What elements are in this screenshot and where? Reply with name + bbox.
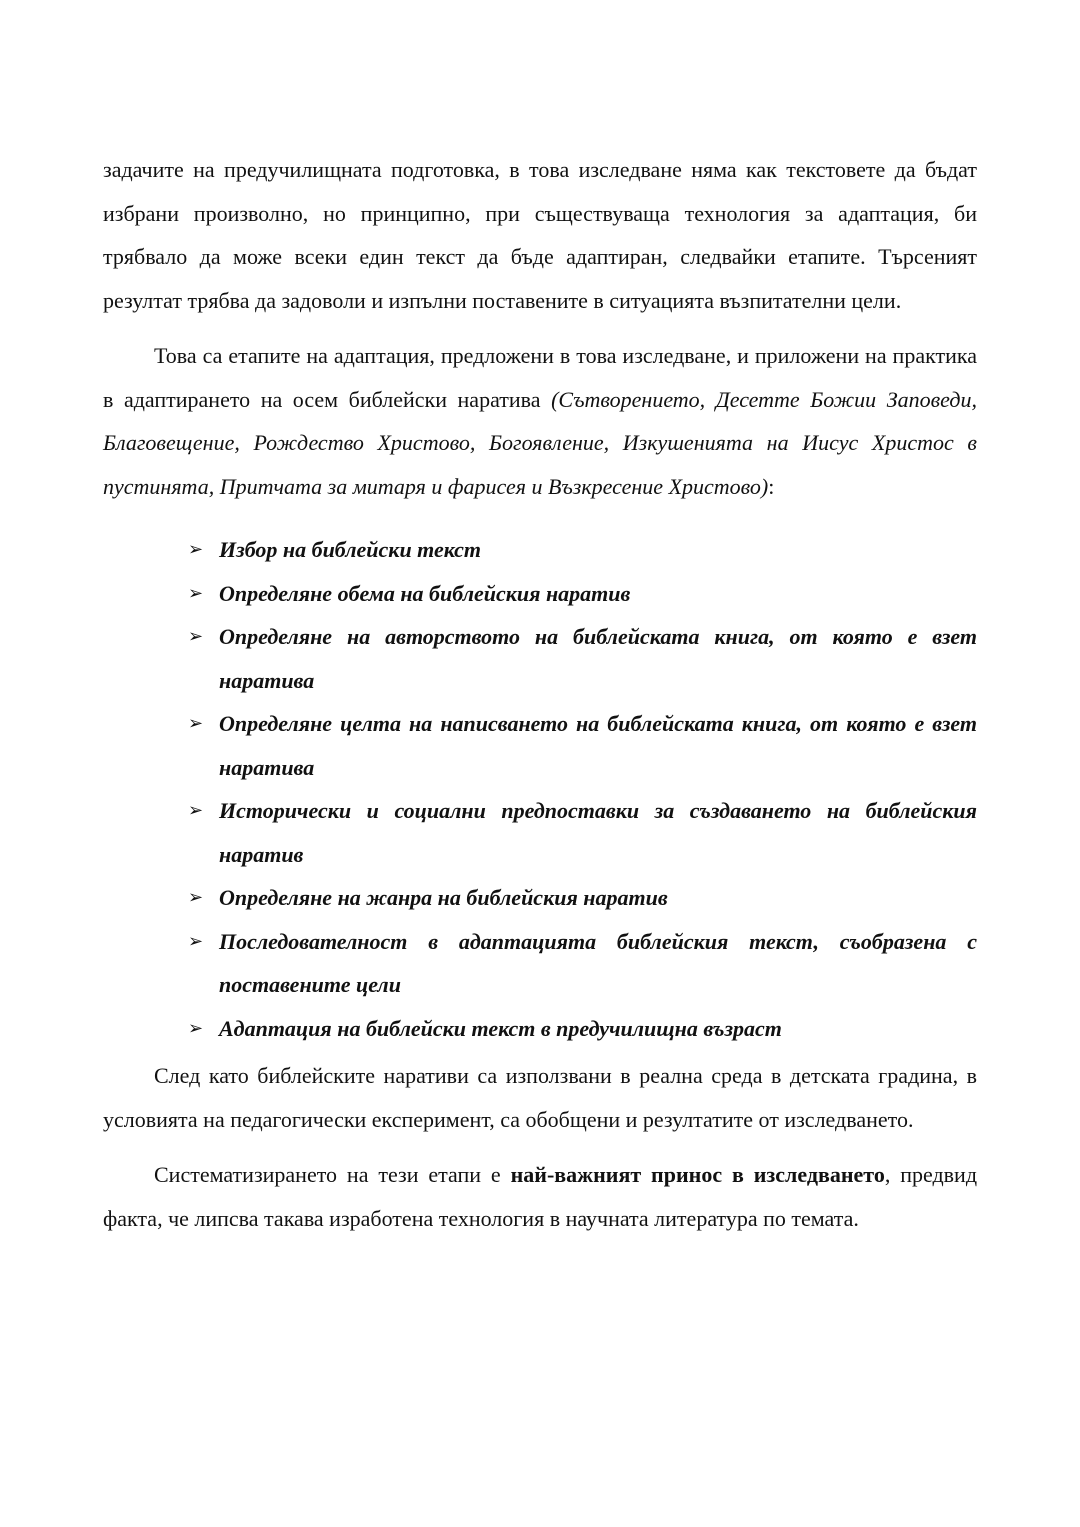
arrowhead-bullet-icon: ➢ xyxy=(188,626,204,647)
paragraph-contribution xyxy=(103,1153,977,1240)
list-item-text: Определяне на авторството на библейската книга, от която е взет наратива xyxy=(219,624,977,693)
paragraph-intro: задачите на предучилищната подготовка, в това изследване няма как текстовете да бъдат избрани произволно, но принципно, при съществуваща технология за адаптация, би трябвало да може всеки един текст да бъде адаптиран, следвайки етапите. Търсеният резултат трябва да задоволи и изпълни поставените в ситуацията възпитателни цели. xyxy=(103,157,977,313)
arrowhead-bullet-icon: ➢ xyxy=(188,582,204,604)
list-item xyxy=(103,920,977,1007)
contribution-bold: най-важният принос в изследването xyxy=(510,1162,885,1187)
adaptation-stages-list xyxy=(103,528,977,1050)
list-item-text: Определяне целта на написването на библейската книга, от която е взет наратива xyxy=(219,711,977,780)
stages-intro-colon: : xyxy=(768,473,775,499)
list-item-text: Избор на библейски текст xyxy=(219,537,481,562)
list-item xyxy=(103,1007,977,1051)
paragraph-stages-intro xyxy=(103,334,977,508)
arrowhead-bullet-icon: ➢ xyxy=(188,800,204,821)
list-item-text: Исторически и социални предпоставки за създаването на библейския наратив xyxy=(219,798,977,867)
contribution-lead: Систематизирането на тези етапи е xyxy=(154,1162,511,1187)
list-item xyxy=(103,615,977,702)
narratives-list-italic: (Сътворението, Десетте Божии Заповеди, Благовещение, Рождество Христово, Богоявление, Изкушенията на Иисус Христос в пустинята, Притчата за митаря и фарисея и Възкресение Христово) xyxy=(103,386,977,499)
arrowhead-bullet-icon: ➢ xyxy=(188,1017,204,1039)
list-item xyxy=(103,572,977,616)
stages-intro-text: Това са етапите на адаптация, предложени в това изследване, и приложени на практика в адаптирането на осем библейски наратива xyxy=(103,343,977,412)
list-item xyxy=(103,702,977,789)
list-item xyxy=(103,789,977,876)
list-item xyxy=(103,876,977,920)
list-item-text: Определяне обема на библейския наратив xyxy=(219,580,631,606)
arrowhead-bullet-icon: ➢ xyxy=(188,539,204,560)
contribution-tail: , предвид факта, че липсва такава изработена технология в научната литература по темата. xyxy=(103,1162,978,1231)
arrowhead-bullet-icon: ➢ xyxy=(188,713,204,734)
list-item-text: Адаптация на библейски текст в предучилищна възраст xyxy=(219,1015,782,1041)
list-item-text: Определяне на жанра на библейския наратив xyxy=(219,885,668,910)
document-page xyxy=(103,148,977,1240)
list-item xyxy=(103,528,977,572)
arrowhead-bullet-icon: ➢ xyxy=(188,887,204,908)
arrowhead-bullet-icon: ➢ xyxy=(188,930,204,952)
paragraph-experiment: След като библейските наративи са използвани в реална среда в детската градина, в условията на педагогически експеримент, са обобщени и резултатите от изследването. xyxy=(103,1063,977,1132)
list-item-text: Последователност в адаптацията библейския текст, съобразена с поставените цели xyxy=(219,928,977,997)
